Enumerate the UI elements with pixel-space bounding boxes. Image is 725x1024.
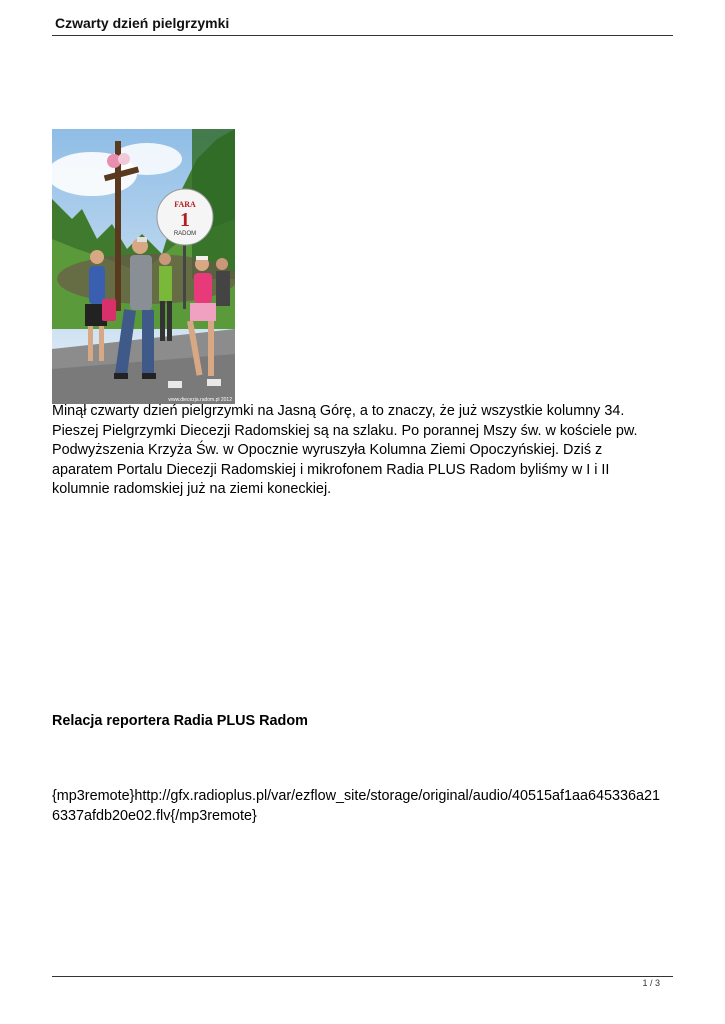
article-line: aparatem Portalu Diecezji Radomskiej i mikrofonem Radia PLUS Radom byliśmy w I i II [52, 461, 610, 478]
pilgrimage-photo [52, 129, 235, 404]
sign-number: 1 [180, 209, 190, 231]
article-paragraph [52, 402, 677, 500]
article-line: kolumnie radomskiej już na ziemi koneckiej. [52, 481, 332, 497]
section-heading: Relacja reportera Radia PLUS Radom [52, 713, 308, 729]
header-divider [52, 35, 673, 36]
audio-embed-code [52, 787, 682, 826]
embed-line: 6337afdb20e02.flv{/mp3remote} [52, 807, 257, 824]
page-number: 1 / 3 [642, 978, 660, 988]
embed-line: {mp3remote}http://gfx.radioplus.pl/var/ezflow_site/storage/original/audio/40515af1aa645336a21 [52, 788, 661, 804]
sign-label-bottom: RADOM [173, 231, 197, 237]
sign-label-top: FARA [174, 200, 196, 209]
photo-watermark: www.diecezja.radom.pl 2012 [168, 397, 232, 403]
article-line: Podwyższenia Krzyża Św. w Opocznie wyruszyła Kolumna Ziemi Opoczyńskiej. Dziś z [52, 442, 603, 458]
article-line: Pieszej Pielgrzymki Diecezji Radomskiej są na szlaku. Po porannej Mszy św. w kościele pw. [52, 422, 638, 439]
article-line: Minął czwarty dzień pielgrzymki na Jasną Górę, a to znaczy, że już wszystkie kolumny 34. [52, 403, 625, 419]
footer-divider [52, 976, 673, 977]
page-header-title: Czwarty dzień pielgrzymki [55, 15, 230, 31]
